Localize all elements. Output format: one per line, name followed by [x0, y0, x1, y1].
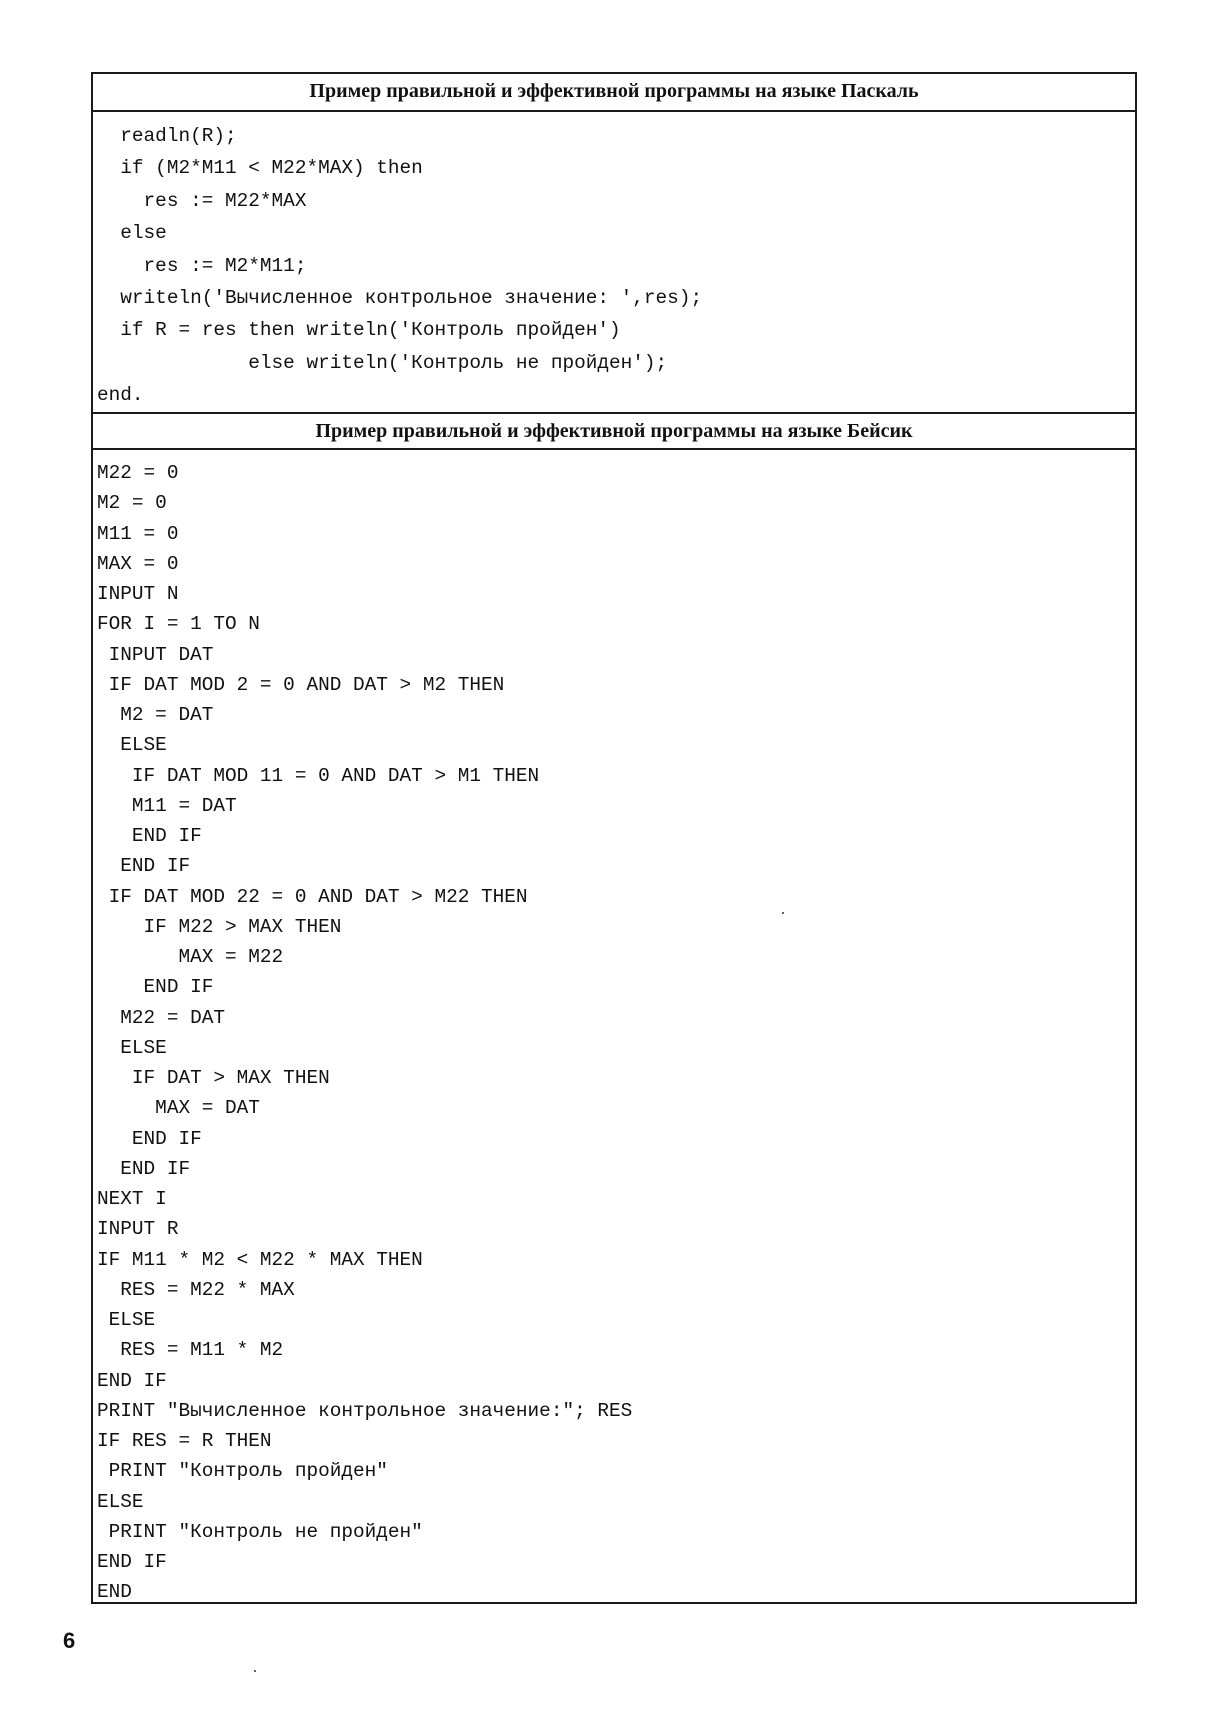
basic-section-title: Пример правильной и эффективной программы на языке Бейсик	[93, 412, 1135, 450]
code-line: IF RES = R THEN	[97, 1430, 272, 1452]
code-line: END	[97, 1581, 132, 1604]
code-line: readln(R);	[97, 125, 237, 147]
code-line: PRINT "Вычисленное контрольное значение:"; RES	[97, 1399, 633, 1422]
code-line: FOR I = 1 TO N	[97, 613, 260, 636]
code-line: INPUT N	[97, 583, 179, 605]
code-line: END IF	[97, 1551, 167, 1573]
code-line: ELSE	[97, 1490, 144, 1513]
code-line: ELSE	[97, 1036, 167, 1059]
code-line: IF DAT > MAX THEN	[97, 1067, 330, 1089]
code-line: INPUT DAT	[97, 643, 214, 666]
code-line: ELSE	[97, 1309, 156, 1331]
code-line: MAX = M22	[97, 946, 284, 968]
code-line: M22 = 0	[97, 462, 179, 484]
code-line: M11 = 0	[97, 522, 179, 545]
code-line: else	[97, 222, 167, 245]
scan-speck	[782, 912, 784, 914]
code-line: M2 = 0	[97, 492, 167, 515]
scan-speck	[254, 1670, 256, 1672]
code-line: if R = res then writeln('Контроль пройден')	[97, 319, 621, 342]
pascal-code-listing	[97, 120, 1131, 412]
basic-code-listing	[97, 458, 1131, 1608]
code-line: M22 = DAT	[97, 1006, 225, 1029]
code-line: writeln('Вычисленное контрольное значение: ',res);	[97, 287, 703, 310]
code-line: IF M22 > MAX THEN	[97, 915, 342, 938]
code-line: end.	[97, 384, 144, 407]
code-line: RES = M22 * MAX	[97, 1278, 295, 1301]
code-line: IF DAT MOD 22 = 0 AND DAT > M22 THEN	[97, 885, 528, 908]
page-number: 6	[63, 1628, 76, 1653]
code-line: IF DAT MOD 11 = 0 AND DAT > M1 THEN	[97, 764, 540, 787]
code-line: PRINT "Контроль не пройден"	[97, 1520, 423, 1543]
code-line: res := M2*M11;	[97, 254, 307, 277]
code-line: END IF	[97, 1369, 167, 1392]
code-line: ELSE	[97, 734, 167, 757]
code-line: res := M22*MAX	[97, 189, 307, 212]
code-line: RES = M11 * M2	[97, 1339, 284, 1362]
code-line: IF M11 * M2 < M22 * MAX THEN	[97, 1248, 423, 1271]
code-line: PRINT "Контроль пройден"	[97, 1460, 388, 1483]
code-line: NEXT I	[97, 1188, 167, 1210]
pascal-section-title: Пример правильной и эффективной программы на языке Паскаль	[93, 74, 1135, 112]
code-line: END IF	[97, 855, 191, 878]
code-line: M11 = DAT	[97, 794, 237, 817]
code-line: INPUT R	[97, 1218, 179, 1241]
code-line: MAX = DAT	[97, 1097, 260, 1120]
code-line: M2 = DAT	[97, 704, 214, 726]
code-line: END IF	[97, 825, 202, 847]
code-line: END IF	[97, 1157, 191, 1180]
code-line: END IF	[97, 976, 214, 999]
code-line: else writeln('Контроль не пройден');	[97, 351, 668, 374]
code-line: END IF	[97, 1127, 202, 1150]
code-line: MAX = 0	[97, 552, 179, 575]
code-line: IF DAT MOD 2 = 0 AND DAT > M2 THEN	[97, 673, 505, 696]
program-table	[91, 72, 1137, 1604]
code-line: if (M2*M11 < M22*MAX) then	[97, 157, 423, 180]
